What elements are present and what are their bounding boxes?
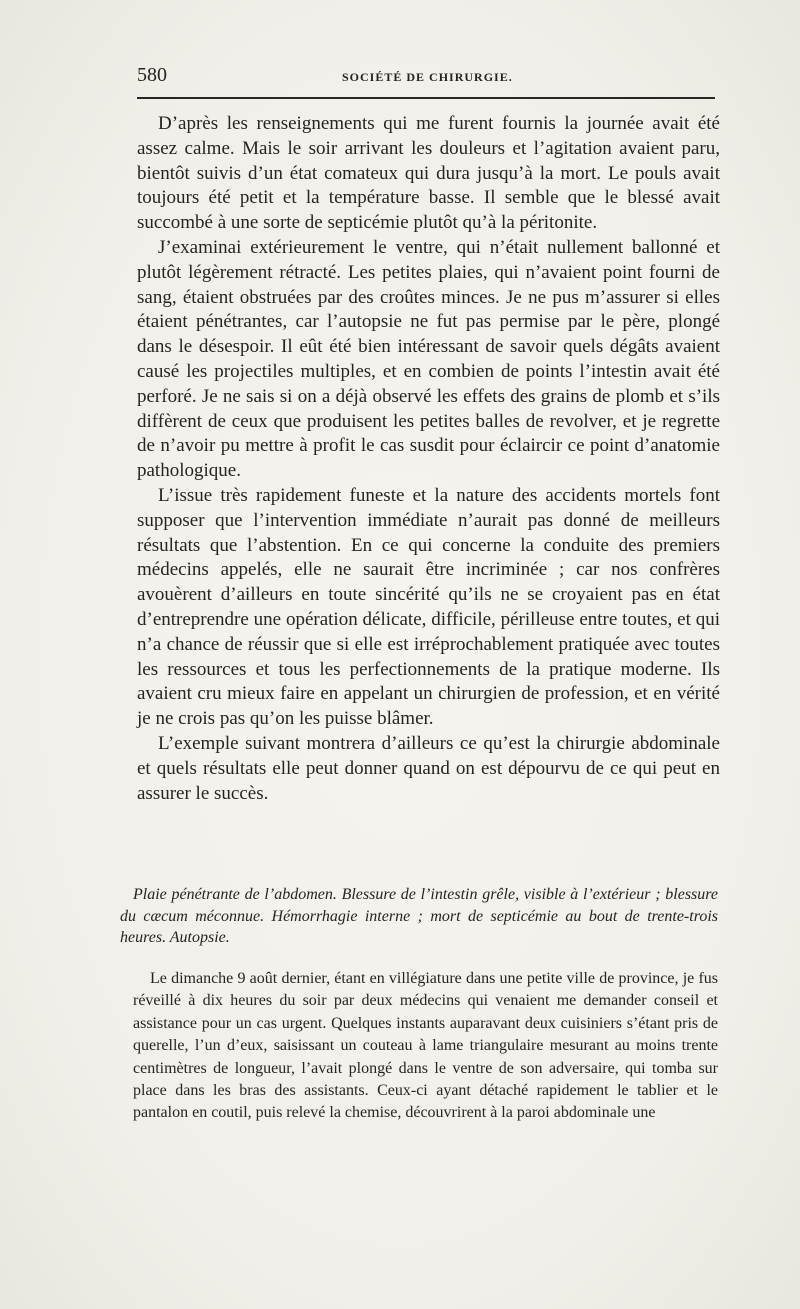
header-rule <box>137 97 715 99</box>
paragraph: D’après les renseignements qui me furent fournis la journée avait été assez calme. Mais le soir arrivant les douleurs et l’agitation avaient paru, bientôt suivis d’un état comateux qui dura jusqu’à la mort. Le pouls avait toujours été petit et la température basse. Il semble que le blessé avait succombé à une sorte de septicémie plutôt qu’à la péritonite. <box>137 113 720 234</box>
page-number: 580 <box>137 64 167 86</box>
paragraph: L’issue très rapidement funeste et la nature des accidents mortels font supposer que l’intervention immédiate n’aurait pas donné de meilleurs résultats que l’abstention. En ce qui concerne la conduite des premiers médecins appelés, elle ne saurait être incriminée ; car nos confrères avouèrent d’ailleurs en toute sincérité qu’ils ne se croyaient pas en état d’entreprendre une opération délicate, difficile, périlleuse entre toutes, et qui n’a chance de réussir que si elle est irréprochablement pratiquée avec toutes les ressources et tous les perfectionnements de la pratique moderne. Ils avaient cru mieux faire en appelant un chirurgien de profession, et en vérité je ne crois pas qu’on les puisse blâmer. <box>137 484 720 730</box>
case-title: Plaie pénétrante de l’abdomen. Blessure de l’intestin grêle, visible à l’extérieur ; blessure du cæcum méconnue. Hémorrhagie interne ; mort de septicémie au bout de trente-trois heures. Autopsie. <box>120 886 718 946</box>
running-title: SOCIÉTÉ DE CHIRURGIE. <box>342 70 513 84</box>
case-text: Le dimanche 9 août dernier, étant en villégiature dans une petite ville de province, je fus réveillé à dix heures du soir par deux médecins qui venaient me demander conseil et assistance pour un cas urgent. Quelques instants auparavant deux cuisiniers s’étant pris de querelle, l’un d’eux, saisissant un couteau à lame triangulaire mesurant au moins trente centimètres de longueur, l’avait plongé dans le ventre de son adversaire, qui tomba sur place dans les bras des assistants. Ceux-ci ayant détaché rapidement le tablier et le pantalon en coutil, puis relevé la chemise, découvrirent à la paroi abdominale une <box>133 970 718 1122</box>
paragraph: J’examinai extérieurement le ventre, qui n’était nullement ballonné et plutôt légèrement rétracté. Les petites plaies, qui n’avaient point fourni de sang, étaient obstruées par des croûtes minces. Je ne pus m’assurer si elles étaient pénétrantes, car l’autopsie ne fut pas permise par le père, plongé dans le désespoir. Il eût été bien intéressant de savoir quels dégâts avaient causé les projectiles multiples, et en combien de points l’intestin avait été perforé. Je ne sais si on a déjà observé les effets des grains de plomb et s’ils diffèrent de ceux que produisent les petites balles de revolver, et je regrette de n’avoir pu mettre à profit le cas susdit pour éclaircir ce point d’anatomie pathologique. <box>137 236 720 482</box>
page-header <box>137 64 715 94</box>
paragraph: L’exemple suivant montrera d’ailleurs ce qu’est la chirurgie abdominale et quels résultats elle peut donner quand on est dépourvu de ce qui peut en assurer le succès. <box>137 732 720 804</box>
main-text <box>137 112 720 806</box>
